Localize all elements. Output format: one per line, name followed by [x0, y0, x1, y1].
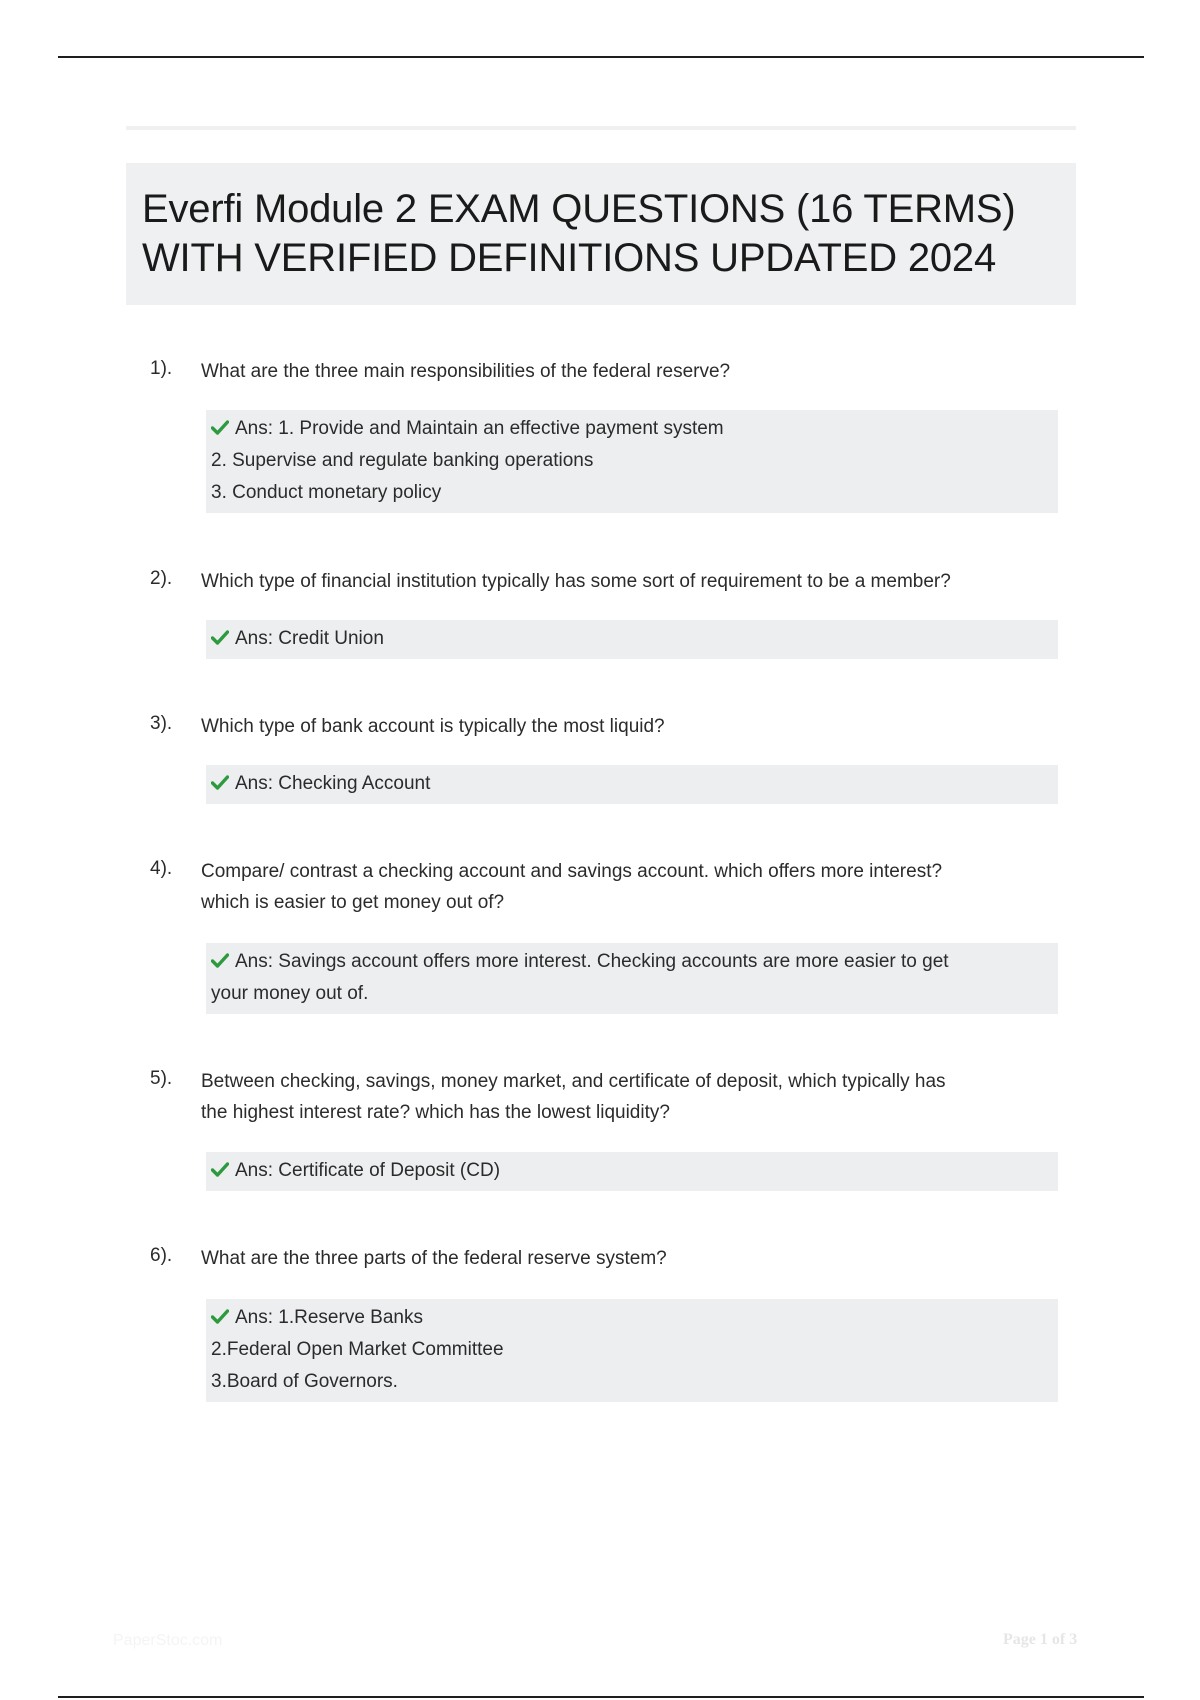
answer-line [211, 1302, 1048, 1334]
answer-line: 2. Supervise and regulate banking operations [211, 450, 594, 471]
answer-text: Ans: Credit Union [235, 628, 384, 649]
question-text [201, 1243, 1061, 1274]
page-top-rule [58, 56, 1144, 58]
document-title [142, 185, 1060, 283]
answer-line: your money out of. [211, 983, 369, 1004]
answer-box [206, 620, 1058, 659]
check-icon [211, 775, 229, 790]
page-number: Page 1 of 3 [1003, 1631, 1078, 1648]
question-line: What are the three parts of the federal reserve system? [201, 1248, 667, 1269]
check-icon [211, 1309, 229, 1324]
question-text [201, 356, 1061, 387]
answer-line [211, 1155, 1048, 1187]
answer-text: Ans: Savings account offers more interest. Checking accounts are more easier to get [235, 951, 949, 972]
check-icon [211, 630, 229, 645]
question-line: Which type of financial institution typically has some sort of requirement to be a member? [201, 571, 951, 592]
question-line: which is easier to get money out of? [201, 892, 505, 913]
question-line: the highest interest rate? which has the lowest liquidity? [201, 1102, 670, 1123]
footer-watermark: PaperStoc.com [113, 1632, 223, 1649]
question-number: 6). [150, 1245, 173, 1266]
answer-box [206, 765, 1058, 804]
page-bottom-rule [58, 1696, 1144, 1698]
question-number: 4). [150, 858, 173, 879]
title-line-1: Everfi Module 2 EXAM QUESTIONS (16 TERMS) [142, 187, 1016, 231]
answer-line [211, 623, 1048, 655]
answer-text: Ans: Certificate of Deposit (CD) [235, 1160, 501, 1181]
answer-line: 3.Board of Governors. [211, 1371, 398, 1392]
question-number: 3). [150, 713, 173, 734]
check-icon [211, 1162, 229, 1177]
header-divider [126, 126, 1076, 130]
check-icon [211, 420, 229, 435]
question-line: What are the three main responsibilities of the federal reserve? [201, 361, 731, 382]
answer-box [206, 1152, 1058, 1191]
question-text [201, 1066, 1061, 1128]
question-line: Between checking, savings, money market, and certificate of deposit, which typically has [201, 1071, 946, 1092]
answer-line [211, 946, 1048, 978]
answer-box [206, 410, 1058, 513]
check-icon [211, 953, 229, 968]
answer-line: 2.Federal Open Market Committee [211, 1339, 504, 1360]
answer-text: Ans: 1.Reserve Banks [235, 1307, 423, 1328]
answer-line [211, 413, 1048, 445]
question-text [201, 711, 1061, 742]
answer-box [206, 1299, 1058, 1402]
answer-text: Ans: Checking Account [235, 773, 431, 794]
question-number: 1). [150, 358, 173, 379]
question-text [201, 856, 1061, 918]
question-number: 5). [150, 1068, 173, 1089]
title-banner [126, 163, 1076, 305]
answer-box [206, 943, 1058, 1014]
question-line: Which type of bank account is typically the most liquid? [201, 716, 665, 737]
answer-line [211, 768, 1048, 800]
question-number: 2). [150, 568, 173, 589]
answer-text: Ans: 1. Provide and Maintain an effective payment system [235, 418, 724, 439]
question-text [201, 566, 1061, 597]
title-line-2: WITH VERIFIED DEFINITIONS UPDATED 2024 [142, 236, 997, 280]
answer-line: 3. Conduct monetary policy [211, 482, 442, 503]
question-line: Compare/ contrast a checking account and savings account. which offers more interest? [201, 861, 943, 882]
